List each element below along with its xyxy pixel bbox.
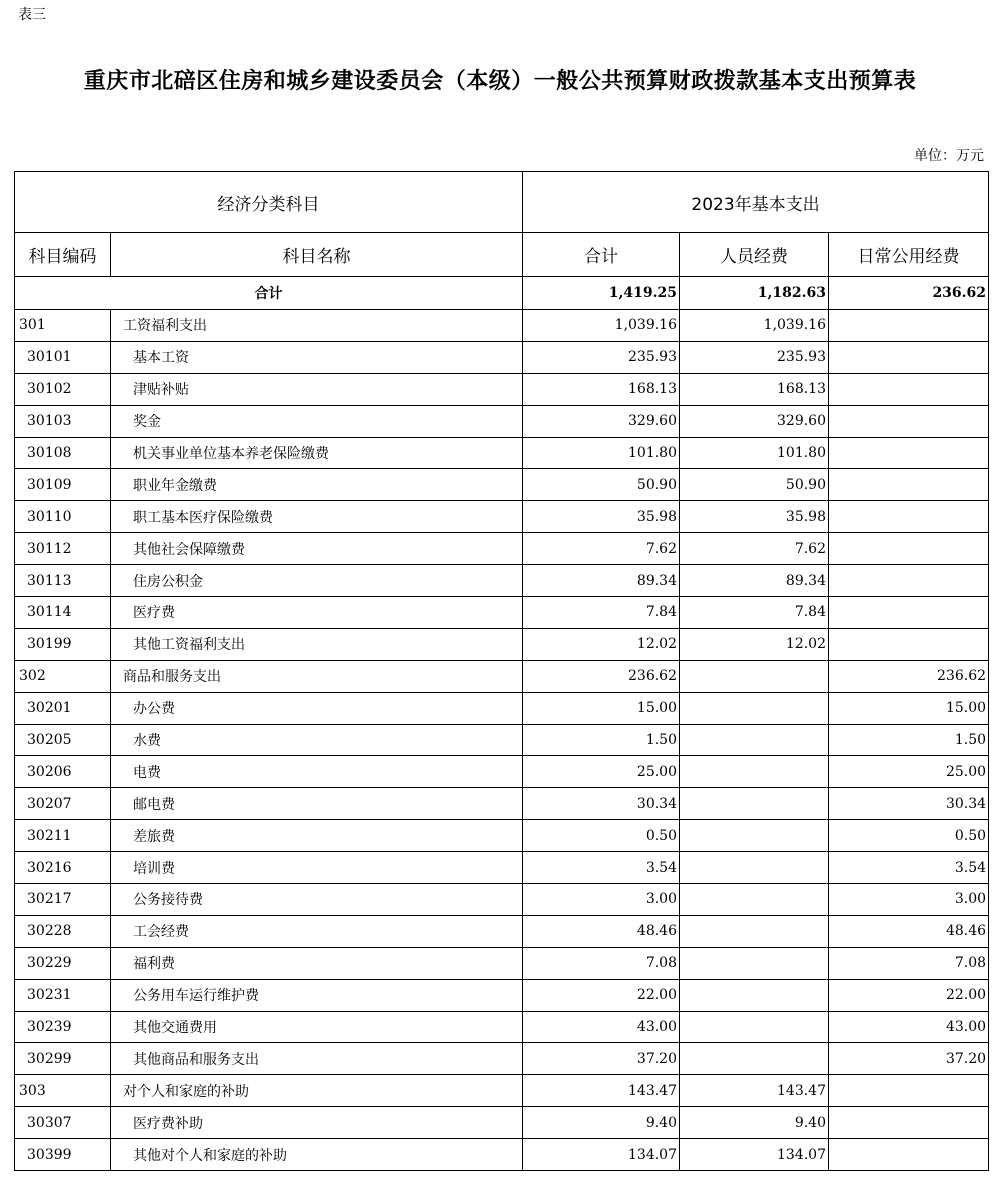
row-name: 邮电费 xyxy=(111,788,523,820)
row-public xyxy=(829,437,989,469)
row-code: 30207 xyxy=(15,788,111,820)
row-public: 48.46 xyxy=(829,915,989,947)
row-total: 15.00 xyxy=(523,692,680,724)
row-personnel xyxy=(680,820,829,852)
row-name: 医疗费 xyxy=(111,597,523,629)
row-public xyxy=(829,469,989,501)
row-personnel xyxy=(680,692,829,724)
table-row xyxy=(15,501,989,533)
row-public xyxy=(829,1139,989,1171)
row-name: 工会经费 xyxy=(111,915,523,947)
row-code: 30216 xyxy=(15,852,111,884)
document-label: 表三 xyxy=(18,7,46,23)
row-name: 办公费 xyxy=(111,692,523,724)
table-row xyxy=(15,724,989,756)
row-personnel xyxy=(680,852,829,884)
table-row xyxy=(15,1043,989,1075)
row-public xyxy=(829,1107,989,1139)
page-title: 重庆市北碚区住房和城乡建设委员会（本级）一般公共预算财政拨款基本支出预算表 xyxy=(83,69,917,94)
row-public: 43.00 xyxy=(829,1011,989,1043)
row-public: 7.08 xyxy=(829,947,989,979)
row-total: 89.34 xyxy=(523,565,680,597)
row-name: 奖金 xyxy=(111,405,523,437)
row-personnel: 1,039.16 xyxy=(680,310,829,342)
row-public: 0.50 xyxy=(829,820,989,852)
row-name: 公务接待费 xyxy=(111,884,523,916)
row-public: 37.20 xyxy=(829,1043,989,1075)
header-personnel: 人员经费 xyxy=(680,233,829,277)
row-name: 基本工资 xyxy=(111,341,523,373)
row-public: 22.00 xyxy=(829,979,989,1011)
header-name: 科目名称 xyxy=(111,233,523,277)
row-personnel xyxy=(680,1011,829,1043)
row-total: 50.90 xyxy=(523,469,680,501)
row-total: 7.08 xyxy=(523,947,680,979)
row-total: 7.62 xyxy=(523,533,680,565)
row-total: 1.50 xyxy=(523,724,680,756)
row-total: 37.20 xyxy=(523,1043,680,1075)
row-code: 30114 xyxy=(15,597,111,629)
row-personnel xyxy=(680,788,829,820)
row-total: 236.62 xyxy=(523,660,680,692)
row-total: 22.00 xyxy=(523,979,680,1011)
row-total: 48.46 xyxy=(523,915,680,947)
table-row xyxy=(15,1075,989,1107)
row-code: 30109 xyxy=(15,469,111,501)
row-code: 301 xyxy=(15,310,111,342)
row-personnel xyxy=(680,1043,829,1075)
unit-label: 单位：万元 xyxy=(914,148,984,164)
table-row xyxy=(15,597,989,629)
row-personnel: 12.02 xyxy=(680,628,829,660)
row-name: 公务用车运行维护费 xyxy=(111,979,523,1011)
row-total: 25.00 xyxy=(523,756,680,788)
row-personnel: 101.80 xyxy=(680,437,829,469)
header-total: 合计 xyxy=(523,233,680,277)
row-personnel: 235.93 xyxy=(680,341,829,373)
row-name: 其他交通费用 xyxy=(111,1011,523,1043)
row-total: 0.50 xyxy=(523,820,680,852)
row-public xyxy=(829,310,989,342)
total-sum: 1,419.25 xyxy=(523,277,680,310)
row-personnel: 134.07 xyxy=(680,1139,829,1171)
row-personnel: 143.47 xyxy=(680,1075,829,1107)
row-personnel: 9.40 xyxy=(680,1107,829,1139)
table-row xyxy=(15,852,989,884)
row-code: 30110 xyxy=(15,501,111,533)
row-code: 30239 xyxy=(15,1011,111,1043)
table-row xyxy=(15,1011,989,1043)
row-personnel xyxy=(680,979,829,1011)
row-code: 30103 xyxy=(15,405,111,437)
row-name: 其他社会保障缴费 xyxy=(111,533,523,565)
row-personnel: 168.13 xyxy=(680,373,829,405)
row-total: 30.34 xyxy=(523,788,680,820)
row-code: 30199 xyxy=(15,628,111,660)
table-row xyxy=(15,660,989,692)
row-name: 水费 xyxy=(111,724,523,756)
row-total: 12.02 xyxy=(523,628,680,660)
row-total: 7.84 xyxy=(523,597,680,629)
header-year-basic: 2023年基本支出 xyxy=(523,172,989,233)
row-name: 培训费 xyxy=(111,852,523,884)
row-name: 津贴补贴 xyxy=(111,373,523,405)
row-total: 329.60 xyxy=(523,405,680,437)
header-econ-category: 经济分类科目 xyxy=(15,172,523,233)
table-row xyxy=(15,884,989,916)
row-name: 医疗费补助 xyxy=(111,1107,523,1139)
row-code: 30299 xyxy=(15,1043,111,1075)
row-personnel: 329.60 xyxy=(680,405,829,437)
row-name: 福利费 xyxy=(111,947,523,979)
row-personnel xyxy=(680,947,829,979)
row-name: 其他对个人和家庭的补助 xyxy=(111,1139,523,1171)
row-public xyxy=(829,373,989,405)
row-public: 30.34 xyxy=(829,788,989,820)
row-total: 9.40 xyxy=(523,1107,680,1139)
row-public: 3.54 xyxy=(829,852,989,884)
row-name: 电费 xyxy=(111,756,523,788)
row-personnel xyxy=(680,915,829,947)
row-name: 职业年金缴费 xyxy=(111,469,523,501)
table-row xyxy=(15,628,989,660)
row-code: 30228 xyxy=(15,915,111,947)
table-row xyxy=(15,947,989,979)
row-total: 168.13 xyxy=(523,373,680,405)
table-row xyxy=(15,310,989,342)
row-code: 30231 xyxy=(15,979,111,1011)
row-public xyxy=(829,405,989,437)
header-row-group xyxy=(15,172,989,233)
row-personnel xyxy=(680,724,829,756)
table-row xyxy=(15,979,989,1011)
table-row xyxy=(15,341,989,373)
row-code: 302 xyxy=(15,660,111,692)
table-row xyxy=(15,788,989,820)
row-public xyxy=(829,628,989,660)
row-public xyxy=(829,1075,989,1107)
total-row xyxy=(15,277,989,310)
table-row xyxy=(15,405,989,437)
table-row xyxy=(15,820,989,852)
row-total: 143.47 xyxy=(523,1075,680,1107)
row-name: 住房公积金 xyxy=(111,565,523,597)
table-row xyxy=(15,915,989,947)
row-code: 30113 xyxy=(15,565,111,597)
row-public: 236.62 xyxy=(829,660,989,692)
table-row xyxy=(15,1139,989,1171)
header-public: 日常公用经费 xyxy=(829,233,989,277)
table-row xyxy=(15,533,989,565)
row-public: 3.00 xyxy=(829,884,989,916)
row-personnel: 7.84 xyxy=(680,597,829,629)
row-personnel xyxy=(680,756,829,788)
row-total: 1,039.16 xyxy=(523,310,680,342)
row-code: 30205 xyxy=(15,724,111,756)
table-row xyxy=(15,692,989,724)
row-public xyxy=(829,565,989,597)
row-public: 1.50 xyxy=(829,724,989,756)
row-total: 101.80 xyxy=(523,437,680,469)
row-total: 3.00 xyxy=(523,884,680,916)
row-code: 303 xyxy=(15,1075,111,1107)
row-personnel: 89.34 xyxy=(680,565,829,597)
total-label: 合计 xyxy=(15,277,523,310)
row-name: 差旅费 xyxy=(111,820,523,852)
row-code: 30399 xyxy=(15,1139,111,1171)
row-total: 43.00 xyxy=(523,1011,680,1043)
row-personnel xyxy=(680,884,829,916)
row-public xyxy=(829,501,989,533)
row-public: 25.00 xyxy=(829,756,989,788)
row-code: 30201 xyxy=(15,692,111,724)
row-code: 30217 xyxy=(15,884,111,916)
row-code: 30211 xyxy=(15,820,111,852)
row-personnel: 35.98 xyxy=(680,501,829,533)
row-code: 30229 xyxy=(15,947,111,979)
row-code: 30307 xyxy=(15,1107,111,1139)
row-public xyxy=(829,597,989,629)
row-name: 其他商品和服务支出 xyxy=(111,1043,523,1075)
table-row xyxy=(15,1107,989,1139)
row-code: 30206 xyxy=(15,756,111,788)
row-code: 30102 xyxy=(15,373,111,405)
row-code: 30112 xyxy=(15,533,111,565)
row-name: 商品和服务支出 xyxy=(111,660,523,692)
row-name: 机关事业单位基本养老保险缴费 xyxy=(111,437,523,469)
row-personnel: 50.90 xyxy=(680,469,829,501)
row-total: 235.93 xyxy=(523,341,680,373)
table-row xyxy=(15,469,989,501)
row-public: 15.00 xyxy=(829,692,989,724)
row-total: 35.98 xyxy=(523,501,680,533)
row-total: 3.54 xyxy=(523,852,680,884)
row-name: 职工基本医疗保险缴费 xyxy=(111,501,523,533)
table-row xyxy=(15,756,989,788)
budget-table xyxy=(14,171,989,1171)
row-personnel: 7.62 xyxy=(680,533,829,565)
table-row xyxy=(15,565,989,597)
row-name: 对个人和家庭的补助 xyxy=(111,1075,523,1107)
row-code: 30101 xyxy=(15,341,111,373)
row-name: 其他工资福利支出 xyxy=(111,628,523,660)
header-row-columns xyxy=(15,233,989,277)
row-total: 134.07 xyxy=(523,1139,680,1171)
total-personnel: 1,182.63 xyxy=(680,277,829,310)
table-row xyxy=(15,373,989,405)
row-personnel xyxy=(680,660,829,692)
table-row xyxy=(15,437,989,469)
header-code: 科目编码 xyxy=(15,233,111,277)
row-public xyxy=(829,533,989,565)
row-name: 工资福利支出 xyxy=(111,310,523,342)
total-public: 236.62 xyxy=(829,277,989,310)
row-public xyxy=(829,341,989,373)
row-code: 30108 xyxy=(15,437,111,469)
